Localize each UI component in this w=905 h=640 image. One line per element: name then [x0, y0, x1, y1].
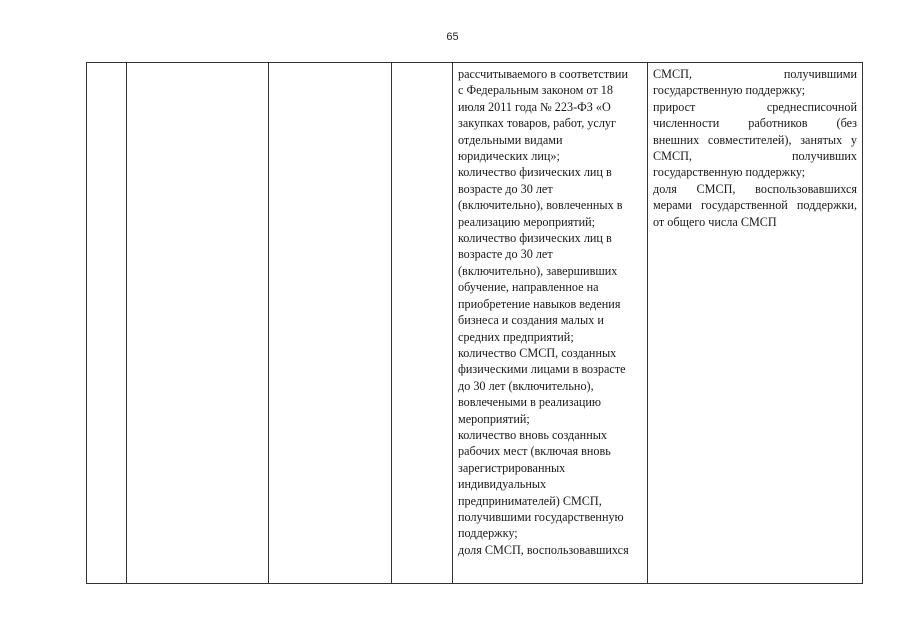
indicator-line: возрасте до 30 лет: [458, 181, 553, 196]
indicator-line: мероприятий;: [458, 411, 530, 426]
indicator-line: рассчитываемого в соответствии: [458, 67, 628, 81]
program-table: [86, 62, 863, 584]
indicator-line: индивидуальных: [458, 477, 547, 492]
empty-cell-term: [392, 63, 453, 584]
indicator-line: предпринимателей) СМСП,: [458, 493, 602, 508]
indicator-line: зарегистрированных: [458, 460, 566, 475]
result-line: мерами государственной поддержки,: [653, 198, 857, 213]
result-line: от общего числа СМСП: [653, 214, 777, 229]
indicator-line: обучение, направленное на: [458, 280, 599, 295]
result-line: прирост среднесписочной: [653, 99, 857, 114]
indicator-line: доля СМСП, воспользовавшихся: [458, 542, 629, 557]
indicator-line: приобретение навыков ведения: [458, 296, 621, 311]
indicator-line: вовлечеными в реализацию: [458, 395, 602, 410]
indicator-line: до 30 лет (включительно),: [458, 378, 594, 393]
indicator-line: с Федеральным законом от 18: [458, 83, 613, 98]
indicator-line: получившими государственную: [458, 509, 624, 524]
result-line: государственную поддержку;: [653, 83, 806, 98]
indicator-line: количество физических лиц в: [458, 231, 612, 246]
results-text: [648, 63, 862, 230]
indicator-line: количество физических лиц в: [458, 165, 612, 180]
result-line: СМСП, получившими: [653, 67, 857, 81]
indicator-line: бизнеса и создания малых и: [458, 313, 604, 328]
indicators-text: [453, 63, 647, 558]
indicators-cell: [453, 63, 648, 584]
indicator-line: средних предприятий;: [458, 329, 574, 344]
indicator-line: количество вновь созданных: [458, 427, 607, 442]
indicator-line: возрасте до 30 лет: [458, 247, 553, 262]
result-line: государственную поддержку;: [653, 165, 806, 180]
indicator-line: закупках товаров, работ, услуг: [458, 116, 616, 131]
page-number: 65: [446, 31, 459, 43]
results-cell: [648, 63, 863, 584]
indicator-line: (включительно), завершивших: [458, 263, 618, 278]
result-line: СМСП, получивших: [653, 149, 857, 164]
indicator-line: юридических лиц»;: [458, 149, 560, 164]
indicator-line: поддержку;: [458, 526, 518, 541]
indicator-line: количество СМСП, созданных: [458, 345, 617, 360]
result-line: доля СМСП, воспользовавшихся: [653, 181, 857, 196]
indicator-line: реализацию мероприятий;: [458, 214, 596, 229]
result-line: внешних совместителей), занятых у: [653, 132, 857, 147]
indicator-line: физическими лицами в возрасте: [458, 362, 626, 377]
empty-cell-name: [127, 63, 269, 584]
empty-cell-executor: [269, 63, 392, 584]
empty-cell-number: [87, 63, 127, 584]
indicator-line: отдельными видами: [458, 132, 563, 147]
table-row: [87, 63, 863, 584]
indicator-line: рабочих мест (включая вновь: [458, 444, 611, 459]
result-line: численности работников (без: [653, 116, 857, 131]
indicator-line: июля 2011 года № 223-ФЗ «О: [458, 99, 611, 114]
indicator-line: (включительно), вовлеченных в: [458, 198, 623, 213]
